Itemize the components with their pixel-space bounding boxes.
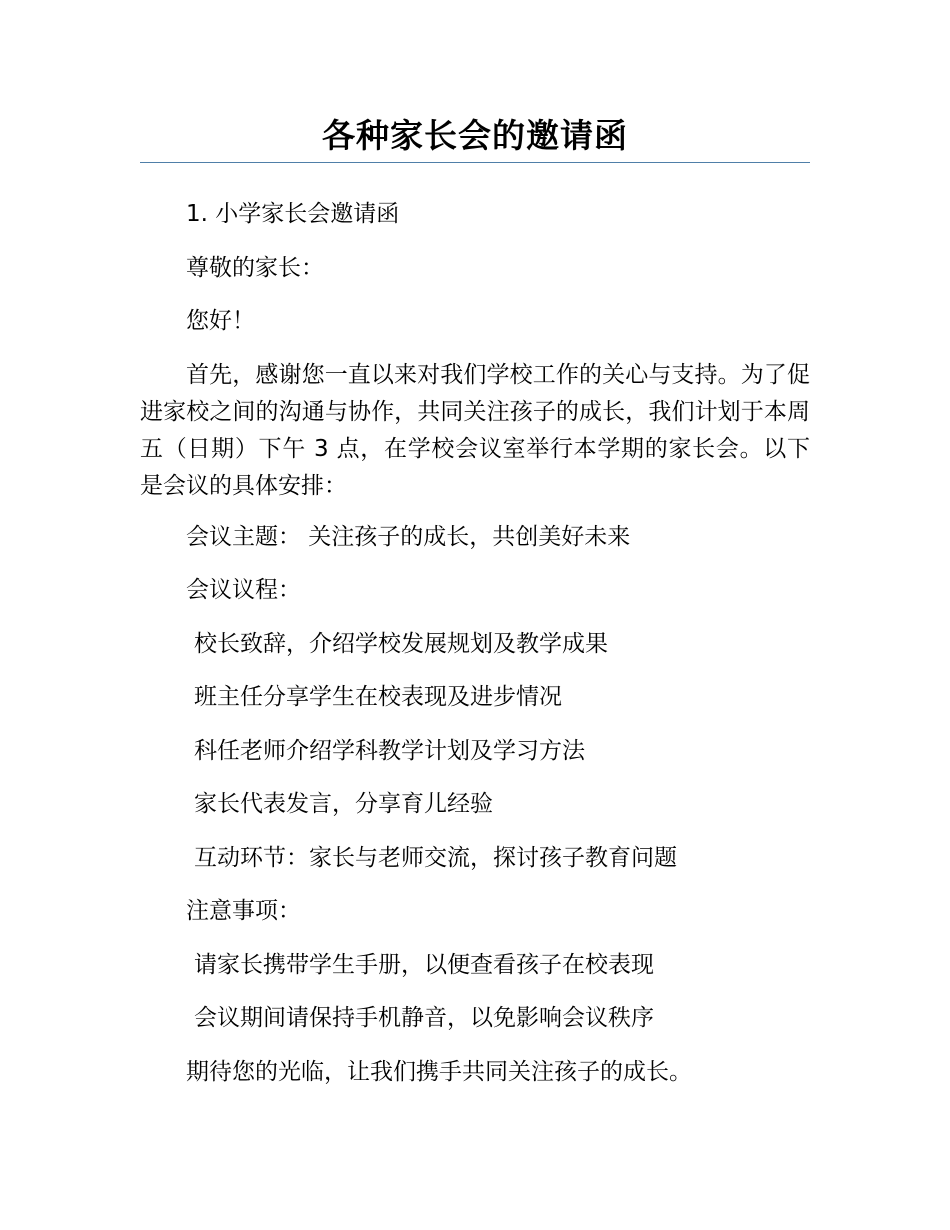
notes-heading: 注意事项： bbox=[186, 898, 301, 924]
document-body bbox=[140, 188, 810, 1099]
salutation: 尊敬的家长： bbox=[186, 254, 324, 281]
agenda-item: 校长致辞，介绍学校发展规划及教学成果 bbox=[194, 630, 608, 657]
intro-paragraph: 首先，感谢您一直以来对我们学校工作的关心与支持。为了促进家校之间的沟通与协作，共同关注孩子的成长，我们计划于本周五（日期）下午 3 点，在学校会议室举行本学期的家长会。以下是会议的具体安排： bbox=[140, 361, 810, 499]
agenda-item: 班主任分享学生在校表现及进步情况 bbox=[194, 684, 562, 710]
section-heading: 1. 小学家长会邀请函 bbox=[186, 201, 400, 227]
agenda-item: 互动环节：家长与老师交流，探讨孩子教育问题 bbox=[194, 844, 677, 871]
document-title: 各种家长会的邀请函 bbox=[322, 116, 628, 155]
notes-item: 请家长携带学生手册，以便查看孩子在校表现 bbox=[194, 951, 654, 978]
notes-item: 会议期间请保持手机静音，以免影响会议秩序 bbox=[194, 1005, 654, 1031]
meeting-theme: 会议主题： 关注孩子的成长，共创美好未来 bbox=[186, 523, 631, 550]
agenda-item: 科任老师介绍学科教学计划及学习方法 bbox=[194, 737, 585, 764]
title-divider bbox=[140, 162, 810, 163]
agenda-item: 家长代表发言，分享育儿经验 bbox=[194, 791, 493, 817]
agenda-heading: 会议议程： bbox=[186, 577, 301, 603]
closing-line: 期待您的光临，让我们携手共同关注孩子的成长。 bbox=[186, 1058, 692, 1085]
greeting: 您好！ bbox=[186, 308, 255, 334]
